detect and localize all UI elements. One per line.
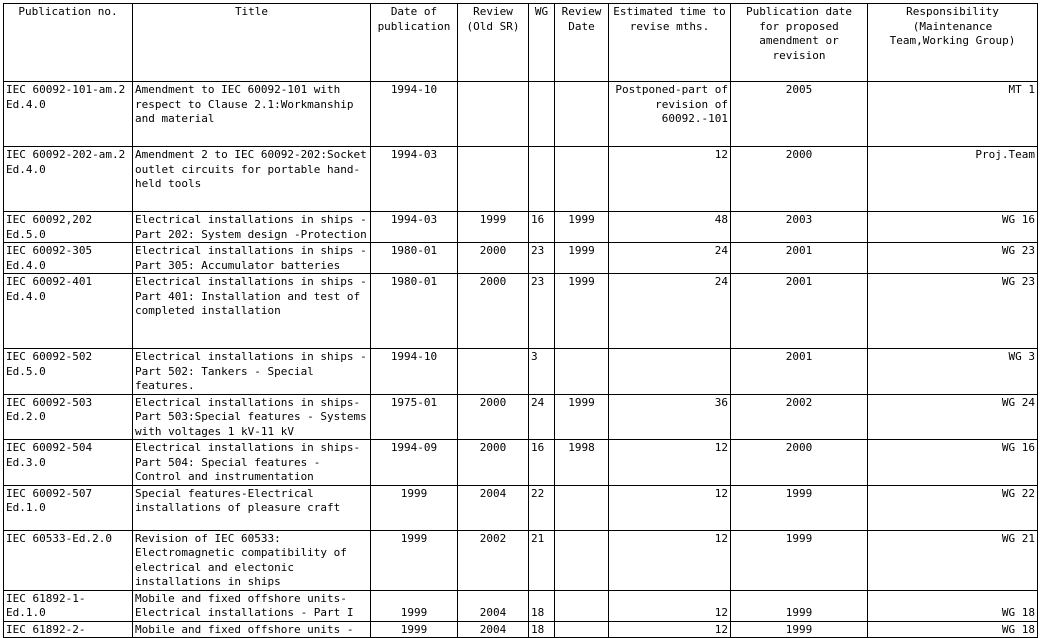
cell-publication-date: 1999	[731, 530, 868, 590]
cell-estimated-time: 24	[609, 274, 731, 349]
header-wg: WG	[529, 4, 555, 82]
cell-title: Electrical installations in ships -Part 401: Installation and test of completed installation	[133, 274, 371, 349]
cell-estimated-time: 24	[609, 243, 731, 274]
cell-review-date	[555, 530, 609, 590]
cell-review	[458, 82, 529, 147]
header-responsibility: Responsibility (Maintenance Team,Working Group)	[868, 4, 1038, 82]
cell-date: 1999	[371, 530, 458, 590]
cell-publication-date: 2000	[731, 440, 868, 486]
cell-responsibility: WG 23	[868, 243, 1038, 274]
cell-review-date: 1999	[555, 274, 609, 349]
table-row	[4, 212, 1038, 243]
cell-publication-no: IEC 60092-101-am.2 Ed.4.0	[4, 82, 133, 147]
cell-review: 1999	[458, 212, 529, 243]
table-row	[4, 349, 1038, 395]
cell-publication-date: 2005	[731, 82, 868, 147]
cell-review-date: 1999	[555, 212, 609, 243]
table-row	[4, 243, 1038, 274]
cell-responsibility: Proj.Team	[868, 147, 1038, 212]
cell-review: 2004	[458, 590, 529, 621]
cell-date: 1994-09	[371, 440, 458, 486]
cell-title: Electrical installations in ships - Part 502: Tankers - Special features.	[133, 349, 371, 395]
table-row	[4, 590, 1038, 621]
cell-review-date	[555, 590, 609, 621]
cell-publication-no: IEC 60092-503 Ed.2.0	[4, 394, 133, 440]
cell-title: Electrical installations in ships -Part 305: Accumulator batteries	[133, 243, 371, 274]
cell-publication-no: IEC 60092-502 Ed.5.0	[4, 349, 133, 395]
table-row	[4, 82, 1038, 147]
header-row	[4, 4, 1038, 82]
cell-wg: 23	[529, 243, 555, 274]
cell-estimated-time: 12	[609, 621, 731, 638]
cell-estimated-time: Postponed-part of revision of 60092.-101	[609, 82, 731, 147]
cell-review-date	[555, 82, 609, 147]
cell-publication-no: IEC 60092-202-am.2 Ed.4.0	[4, 147, 133, 212]
cell-title: Mobile and fixed offshore units-Electrical installations - Part I	[133, 590, 371, 621]
table-row	[4, 440, 1038, 486]
table-row	[4, 621, 1038, 638]
cell-responsibility: WG 21	[868, 530, 1038, 590]
cell-title: Electrical installations in ships -Part 202: System design -Protection	[133, 212, 371, 243]
cell-wg: 24	[529, 394, 555, 440]
cell-responsibility: WG 18	[868, 590, 1038, 621]
cell-publication-date: 2001	[731, 243, 868, 274]
cell-wg: 16	[529, 440, 555, 486]
cell-estimated-time	[609, 349, 731, 395]
cell-wg	[529, 147, 555, 212]
header-review: Review (Old SR)	[458, 4, 529, 82]
cell-responsibility: WG 24	[868, 394, 1038, 440]
cell-review: 2000	[458, 274, 529, 349]
cell-publication-date: 2002	[731, 394, 868, 440]
cell-publication-date: 2000	[731, 147, 868, 212]
cell-publication-no: IEC 61892-1- Ed.1.0	[4, 590, 133, 621]
cell-review-date	[555, 621, 609, 638]
cell-publication-date: 1999	[731, 485, 868, 530]
cell-responsibility: WG 23	[868, 274, 1038, 349]
cell-review	[458, 147, 529, 212]
table-row	[4, 485, 1038, 530]
cell-date: 1980-01	[371, 243, 458, 274]
cell-review: 2000	[458, 394, 529, 440]
header-date-of-publication: Date of publication	[371, 4, 458, 82]
cell-publication-date: 1999	[731, 590, 868, 621]
cell-date: 1994-03	[371, 212, 458, 243]
cell-review: 2004	[458, 485, 529, 530]
cell-review: 2000	[458, 440, 529, 486]
cell-review-date	[555, 147, 609, 212]
cell-publication-no: IEC 60092-507 Ed.1.0	[4, 485, 133, 530]
cell-estimated-time: 12	[609, 530, 731, 590]
cell-date: 1994-10	[371, 82, 458, 147]
cell-estimated-time: 12	[609, 147, 731, 212]
cell-estimated-time: 12	[609, 440, 731, 486]
cell-review-date: 1999	[555, 394, 609, 440]
cell-title: Mobile and fixed offshore units -	[133, 621, 371, 638]
cell-estimated-time: 12	[609, 485, 731, 530]
cell-responsibility: WG 3	[868, 349, 1038, 395]
cell-review-date: 1999	[555, 243, 609, 274]
cell-responsibility: WG 22	[868, 485, 1038, 530]
cell-wg: 16	[529, 212, 555, 243]
cell-title: Amendment 2 to IEC 60092-202:Socket outlet circuits for portable hand-held tools	[133, 147, 371, 212]
cell-wg: 21	[529, 530, 555, 590]
cell-publication-date: 2003	[731, 212, 868, 243]
cell-date: 1999	[371, 590, 458, 621]
cell-publication-no: IEC 60533-Ed.2.0	[4, 530, 133, 590]
cell-publication-no: IEC 60092-504 Ed.3.0	[4, 440, 133, 486]
header-title: Title	[133, 4, 371, 82]
cell-publication-no: IEC 60092-401 Ed.4.0	[4, 274, 133, 349]
cell-estimated-time: 36	[609, 394, 731, 440]
cell-publication-date: 2001	[731, 274, 868, 349]
cell-title: Electrical installations in ships-Part 504: Special features - Control and instrumentation	[133, 440, 371, 486]
cell-responsibility: WG 16	[868, 440, 1038, 486]
cell-review: 2004	[458, 621, 529, 638]
cell-estimated-time: 48	[609, 212, 731, 243]
cell-responsibility: WG 16	[868, 212, 1038, 243]
cell-review-date	[555, 485, 609, 530]
cell-review: 2000	[458, 243, 529, 274]
table-row	[4, 147, 1038, 212]
table-row	[4, 530, 1038, 590]
header-publication-no: Publication no.	[4, 4, 133, 82]
cell-publication-no: IEC 61892-2-	[4, 621, 133, 638]
header-estimated-time: Estimated time to revise mths.	[609, 4, 731, 82]
header-review-date: Review Date	[555, 4, 609, 82]
cell-date: 1994-10	[371, 349, 458, 395]
cell-responsibility: MT 1	[868, 82, 1038, 147]
cell-publication-date: 1999	[731, 621, 868, 638]
cell-estimated-time: 12	[609, 590, 731, 621]
cell-review	[458, 349, 529, 395]
cell-title: Revision of IEC 60533: Electromagnetic compatibility of electrical and electonic installations in ships	[133, 530, 371, 590]
cell-wg: 22	[529, 485, 555, 530]
cell-responsibility: WG 18	[868, 621, 1038, 638]
cell-review-date: 1998	[555, 440, 609, 486]
cell-publication-no: IEC 60092-305 Ed.4.0	[4, 243, 133, 274]
cell-date: 1999	[371, 485, 458, 530]
cell-wg: 18	[529, 621, 555, 638]
cell-title: Amendment to IEC 60092-101 with respect to Clause 2.1:Workmanship and material	[133, 82, 371, 147]
cell-review-date	[555, 349, 609, 395]
cell-title: Electrical installations in ships-Part 503:Special features - Systems with voltages 1 kV-11 kV	[133, 394, 371, 440]
cell-date: 1994-03	[371, 147, 458, 212]
table-row	[4, 394, 1038, 440]
cell-date: 1980-01	[371, 274, 458, 349]
table-row	[4, 274, 1038, 349]
cell-date: 1975-01	[371, 394, 458, 440]
cell-publication-no: IEC 60092,202 Ed.5.0	[4, 212, 133, 243]
cell-wg	[529, 82, 555, 147]
cell-wg: 3	[529, 349, 555, 395]
cell-wg: 23	[529, 274, 555, 349]
cell-publication-date: 2001	[731, 349, 868, 395]
cell-review: 2002	[458, 530, 529, 590]
header-publication-date: Publication date for proposed amendment or revision	[731, 4, 868, 82]
publication-table-wrapper	[3, 3, 1038, 638]
cell-title: Special features-Electrical installations of pleasure craft	[133, 485, 371, 530]
cell-date: 1999	[371, 621, 458, 638]
cell-wg: 18	[529, 590, 555, 621]
publication-table	[3, 3, 1038, 638]
